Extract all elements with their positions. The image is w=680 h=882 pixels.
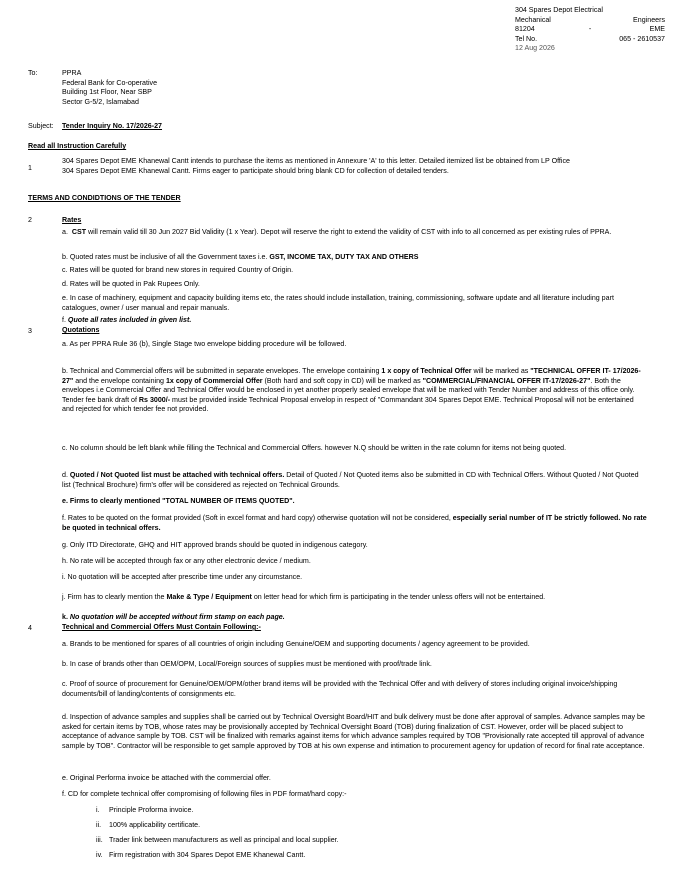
item-letter: e.: [62, 497, 70, 505]
list-text: Principle Proforma invoice.: [109, 806, 194, 814]
item-text: (Both hard and soft copy in CD) will be marked as: [262, 376, 423, 385]
rates-f: [62, 316, 647, 326]
list-numeral: iv.: [96, 851, 103, 859]
intro-paragraph: [62, 157, 647, 176]
sender-line: -: [588, 25, 592, 34]
section-number: 2: [28, 216, 32, 224]
quotations-e: [62, 497, 647, 507]
quotations-a: a. As per PPRA Rule 36 (b), Single Stage two envelope bidding procedure will be followed.: [62, 340, 347, 348]
letter-date: 12 Aug 2026: [515, 44, 555, 53]
address-line: Federal Bank for Co-operative: [62, 78, 158, 87]
section-heading-rates: Rates: [62, 216, 82, 224]
subject-text: Tender Inquiry No. 17/2026-27: [62, 122, 163, 130]
quotations-j: [62, 593, 647, 603]
list-text: Firm registration with 304 Spares Depot EME Khanewal Cantt.: [109, 851, 306, 859]
item-text: . Both the envelopes i.e Commercial Offer and Technical Offer would be enclosed in yet another properly sealed envelope that will be marked with Tender Number and address of this office only. Tender fee bank draft of: [62, 376, 635, 404]
rates-e: e. In case of machinery, equipment and capacity building items etc, the rates should include installation, training, commissioning, software update and all literature including part catalogues, owner / user manual and repair manuals.: [62, 294, 614, 312]
bold-term: GST, INCOME TAX, DUTY TAX AND OTHERS: [269, 253, 419, 261]
intro-line: 304 Spares Depot EME Khanewal Cantt intends to purchase the items as mentioned in Annexure 'A' to this letter. Detailed itemized list be obtained from LP Office: [62, 157, 570, 165]
bold-term: especially serial number of IT be strictly followed. No rate be quoted in technical offers.: [62, 514, 647, 532]
to-label: To:: [28, 69, 38, 77]
bold-term: Firms to clearly mentioned "TOTAL NUMBER OF ITEMS QUOTED".: [69, 497, 295, 505]
section-heading-offers: Technical and Commercial Offers Must Contain Following:-: [62, 623, 261, 631]
sender-address-block: [515, 6, 675, 54]
bold-term: "COMMERCIAL/FINANCIAL OFFER IT-17/2026-27": [422, 376, 591, 385]
offers-e: e. Original Performa invoice be attached with the commercial offer.: [62, 774, 271, 782]
bold-italic-text: Quote all rates included in given list.: [67, 316, 192, 324]
quotations-k: [62, 613, 647, 623]
item-text: f. Rates to be quoted on the format provided (Soft in excel format and hard copy) otherwise quotation will not be considered,: [62, 514, 453, 522]
sender-line: Mechanical: [515, 15, 551, 24]
list-numeral: i.: [96, 806, 100, 814]
tel-label: Tel No.: [515, 34, 538, 43]
section-number: 3: [28, 327, 32, 335]
list-item: [96, 806, 339, 821]
item-text: will be marked as: [471, 367, 531, 375]
bold-term: Make & Type / Equipment: [166, 593, 252, 601]
item-text: b. Technical and Commercial offers will be submitted in separate envelopes. The envelope containing: [62, 367, 382, 375]
rates-b: [62, 253, 647, 263]
bold-term: CST: [71, 228, 87, 236]
rates-d: d. Rates will be quoted in Pak Rupees Only.: [62, 280, 200, 288]
terms-heading: TERMS AND CONDIDTIONS OF THE TENDER: [28, 194, 181, 202]
offers-b: b. In case of brands other than OEM/OPM, Local/Foreign sources of supplies must be mentioned with proof/trade link.: [62, 660, 432, 668]
item-text: j. Firm has to clearly mention the: [62, 593, 167, 601]
quotations-b: [62, 367, 647, 415]
section-heading-quotations: Quotations: [62, 326, 100, 334]
list-item: [96, 836, 339, 851]
recipient-address: [62, 69, 157, 107]
read-all-heading: Read all Instruction Carefully: [28, 142, 127, 150]
list-numeral: iii.: [96, 836, 103, 844]
offers-d: d. Inspection of advance samples and supplies shall be carried out by Technical Oversight Board/HIT and bulk delivery must be done after approval of samples. Advance samples may be asked for certain items by TOB, whose rates may be provisionally accepted by Technical Oversight Board (TOB) during finalization of CST. However, order will be placed subject to acceptance of advance sample by TOB. CST will be finalized with remarks against items for which advance samples required by TOB "Provisionally rate accepted till approval of advance sample by TOB". Contractor will be responsible to get sample approved by TOB at his own expense and intimation to procurement agency for updation of record for final rate acceptance.: [62, 713, 645, 750]
bold-term: 1 x copy of Technical Offer: [381, 367, 472, 375]
address-line: PPRA: [62, 69, 82, 77]
item-letter: a.: [62, 228, 68, 236]
offers-a: a. Brands to be mentioned for spares of all countries of origin including Genuine/OEM and supporting documents / agency agreement to be provided.: [62, 640, 530, 648]
item-letter: k.: [62, 613, 70, 621]
quotations-g: g. Only ITD Directorate, GHQ and HIT approved brands should be quoted in indigenous category.: [62, 541, 368, 549]
quotations-i: i. No quotation will be accepted after prescribe time under any circumstance.: [62, 573, 303, 581]
sender-line: EME: [649, 25, 665, 34]
quotations-d: [62, 471, 647, 490]
rates-c: c. Rates will be quoted for brand new stores in required Country of Origin.: [62, 266, 294, 274]
address-line: Sector G-5/2, Islamabad: [62, 97, 139, 106]
bold-term: Quoted / Not Quoted list must be attached with technical offers.: [69, 471, 285, 479]
rates-a: [62, 228, 647, 238]
bold-term: "TECHNICAL OFFER IT- 17/2026-27": [62, 367, 641, 385]
para-number: 1: [28, 164, 32, 172]
list-numeral: ii.: [96, 821, 102, 829]
bold-term: Rs 3000/-: [138, 395, 171, 404]
sender-line: 81204: [515, 25, 535, 34]
section-number: 4: [28, 624, 32, 632]
intro-line: 304 Spares Depot EME Khanewal Cantt. Firms eager to participate should bring blank CD for collection of detailed tenders.: [62, 166, 449, 175]
address-line: Building 1st Floor, Near SBP: [62, 88, 152, 97]
list-item: [96, 851, 339, 866]
sender-line: Engineers: [633, 15, 665, 24]
item-letter: f.: [62, 316, 68, 324]
quotations-c: c. No column should be left blank while filling the Technical and Commercial Offers. however N.Q should be written in the rate column for items not being quoted.: [62, 444, 567, 452]
item-text: b. Quoted rates must be inclusive of all the Government taxes i.e.: [62, 253, 270, 261]
file-list: [96, 806, 339, 866]
item-text: on letter head for which firm is participating in the tender unless offers will not be entertained.: [251, 593, 546, 601]
item-letter: d.: [62, 471, 70, 479]
bold-term: 1x copy of Commercial Offer: [165, 376, 263, 385]
quotations-f: [62, 514, 647, 533]
list-text: 100% applicability certificate.: [109, 821, 201, 829]
item-text: and the envelope containing: [73, 376, 166, 385]
list-item: [96, 821, 339, 836]
offers-f: f. CD for complete technical offer compromising of following files in PDF format/hard copy:-: [62, 790, 347, 798]
subject-label: Subject:: [28, 122, 54, 130]
item-text: Detail of Quoted / Not Quoted items also be submitted in CD with Technical Offers. Without Quoted / Not Quoted list (Technical Brochure) firm's offer will be considered as rejected on Technical Grounds.: [62, 471, 639, 489]
item-text: must be provided inside Technical Proposal envelop in respect of "Commandant 304 Spares Depot EME. Technical Proposal will not be entertained and rejected for which tender fee not provided.: [62, 395, 634, 414]
list-text: Trader link between manufacturers as well as principal and local supplier.: [109, 836, 339, 844]
quotations-h: h. No rate will be accepted through fax or any other electronic device / medium.: [62, 557, 311, 565]
tel-number: 065 - 2610537: [619, 34, 665, 43]
item-text: will remain valid till 30 Jun 2027 Bid Validity (1 x Year). Depot will reserve the right to extend the validity of CST with info to all concerned as per existing rules of PPRA.: [86, 228, 612, 236]
sender-line: 304 Spares Depot Electrical: [515, 6, 603, 14]
bold-italic-text: No quotation will be accepted without firm stamp on each page.: [69, 613, 285, 621]
offers-c: c. Proof of source of procurement for Genuine/OEM/OPM/other brand items will be provided with the Technical Offer and with delivery of stores including original invoice/shipping documents/bill of landing/contents of consignments etc.: [62, 680, 618, 698]
